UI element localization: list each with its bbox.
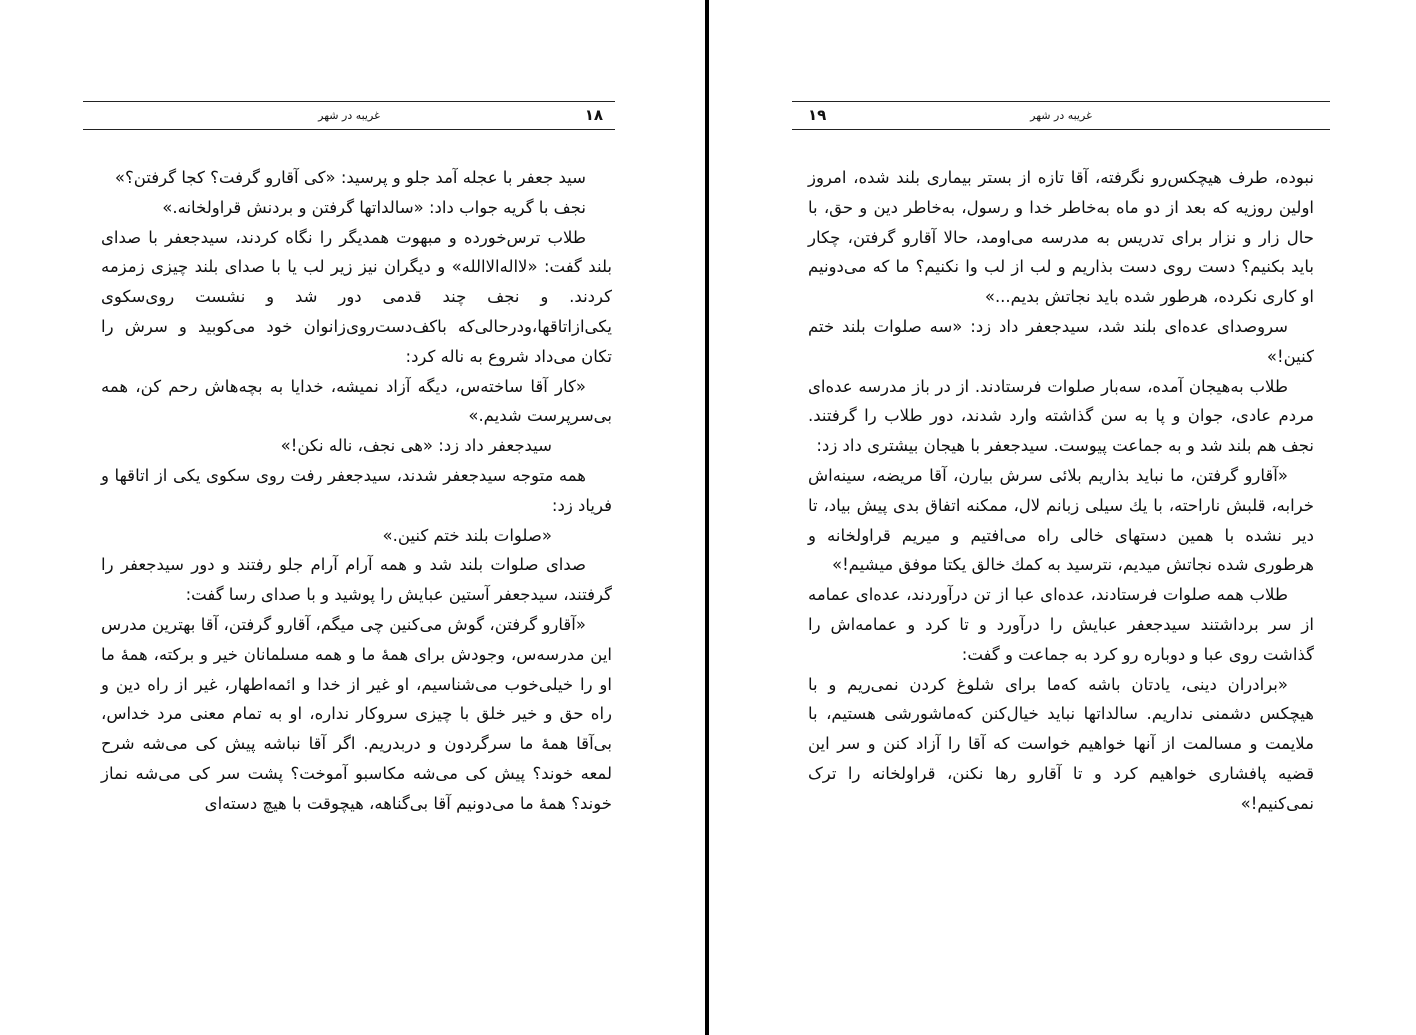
paragraph: طلاب همه صلوات فرستادند، عده‌ای عبا از تن درآوردند، عده‌ای عمامه از سر برداشتند سیدجعفر عبایش را درآورد و تا کرد و عمامه‌اش را گذاشت روی عبا و دوباره رو کرد به جماعت و گفت:: [808, 585, 1314, 664]
paragraph: «آقارو گرفتن، ما نباید بذاریم بلائی سرش بیارن، آقا مریضه، سینه‌اش خرابه، قلبش ناراحته، با یك سیلی زبانم لال، ممکنه اتفاق بدی پیش بیاد، تا دیر نشده با همین دستهای خالی راه می‌افتیم و میریم قراولخانه و هرطوری شده نجاتش میدیم، نترسید به کمك خالق یکتا موفق میشیم!»: [808, 465, 1314, 575]
paragraph: طلاب ترس‌خورده و مبهوت همدیگر را نگاه کردند، سیدجعفر با صدای بلند گفت: «لااله‌الاالله» و دیگران نیز زیر لب یا با صدای بلند چیزی زمزمه کردند. و نجف چند قدمی دور شد و نشست روی‌سکوی یکی‌ازاتاقها،ودرحالی‌که باکف‌دست‌روی‌زانوان خود می‌کوبید و سرش را تکان می‌داد شروع به ناله کرد:: [101, 227, 612, 366]
right-page: [710, 0, 1416, 1035]
book-spine: [705, 0, 709, 1035]
paragraph: همه متوجه سیدجعفر شدند، سیدجعفر رفت روی سکوی یکی از اتاقها و فریاد زد:: [101, 465, 612, 515]
paragraph: سیدجعفر داد زد: «هی نجف، ناله نکن!»: [280, 436, 552, 456]
page-number: ۱۸: [584, 106, 603, 124]
page-number: ۱۹: [808, 106, 827, 124]
left-page: [0, 0, 705, 1035]
paragraph: «صلوات بلند ختم کنین.»: [382, 525, 552, 545]
paragraph: «آقارو گرفتن، گوش می‌کنین چی میگم، آقارو گرفتن، آقا بهترین مدرس این مدرسه‌س، وجودش برای همهٔ ما و همه مسلمانان خیر و برکته، همهٔ ما او را خیلی‌خوب می‌شناسیم، او غیر از خدا و ائمه‌اطهار، غیر از راه دین و راه حق و خیر خلق با چیزی سروکار نداره، او به تمام معنی مرد خداس، بی‌آقا همهٔ ما سرگردون و دربدریم. اگر آقا نباشه پیش کی می‌شه شرح لمعه خوند؟ پیش کی می‌شه مکاسبو آموخت؟ پشت سر کی می‌شه نماز خوند؟ همهٔ ما می‌دونیم آقا بی‌گناهه، هیچوقت با هیچ دسته‌ای: [101, 614, 612, 813]
header-rule: [792, 101, 1330, 102]
body-text: [808, 163, 1314, 819]
paragraph: «کار آقا ساخته‌س، دیگه آزاد نمیشه، خدایا به بچه‌هاش رحم کن، همه بی‌سرپرست شدیم.»: [101, 376, 612, 426]
paragraph: نجف با گریه جواب داد: «سالداتها گرفتن و بردنش قراولخانه.»: [162, 197, 586, 217]
header-rule-bottom: [792, 129, 1330, 130]
running-title: غریبه در شهر: [1030, 109, 1092, 122]
paragraph: سروصدای عده‌ای بلند شد، سیدجعفر داد زد: «سه صلوات بلند ختم کنین!»: [808, 316, 1314, 366]
paragraph: «برادران دینی، یادتان باشه که‌ما برای شلوغ کردن نمی‌ریم و با هیچکس دشمنی نداریم. سالداتها نباید خیال‌کنن که‌ماشورشی هستیم، با ملایمت و مسالمت از آنها خواهیم خواست که آقا را آزاد کنن و سر این قضیه پافشاری خواهیم کرد و تا آقارو رها نکنن، قراولخانه را ترک نمی‌کنیم!»: [808, 674, 1314, 813]
body-text: [101, 163, 612, 819]
paragraph: سید جعفر با عجله آمد جلو و پرسید: «کی آقارو گرفت؟ کجا گرفتن؟»: [114, 168, 586, 187]
paragraph: نبوده، طرف هیچکس‌رو نگرفته، آقا تازه از بستر بیماری بلند شده، امروز اولین روزیه که بعد از دو ماه به‌خاطر خدا و رسول، به‌خاطر دین و حق، با حال زار و نزار برای تدریس به مدرسه می‌اومد، حالا آقارو گرفتن، چکار باید بکنیم؟ دست روی دست بذاریم و لب از لب وا نکنیم؟ ما که می‌دونیم او کاری نکرده، هرطور شده باید نجاتش بدیم...»: [808, 168, 1314, 307]
running-header: [792, 104, 1330, 130]
running-title: غریبه در شهر: [318, 109, 380, 122]
paragraph: طلاب به‌هیجان آمده، سه‌بار صلوات فرستادند. از در باز مدرسه عده‌ای مردم عادی، جوان و پا به سن گذاشته وارد شدند، دور طلاب را گرفتند. نجف هم بلند شد و به جماعت پیوست. سیدجعفر با هیجان بیشتری داد زد:: [808, 376, 1314, 456]
paragraph: صدای صلوات بلند شد و همه آرام آرام جلو رفتند و دور سیدجعفر را گرفتند، سیدجعفر آستین عبایش را پوشید و با صدای رسا گفت:: [101, 555, 612, 605]
running-header: [83, 104, 615, 130]
header-rule: [83, 101, 615, 102]
header-rule-bottom: [83, 129, 615, 130]
